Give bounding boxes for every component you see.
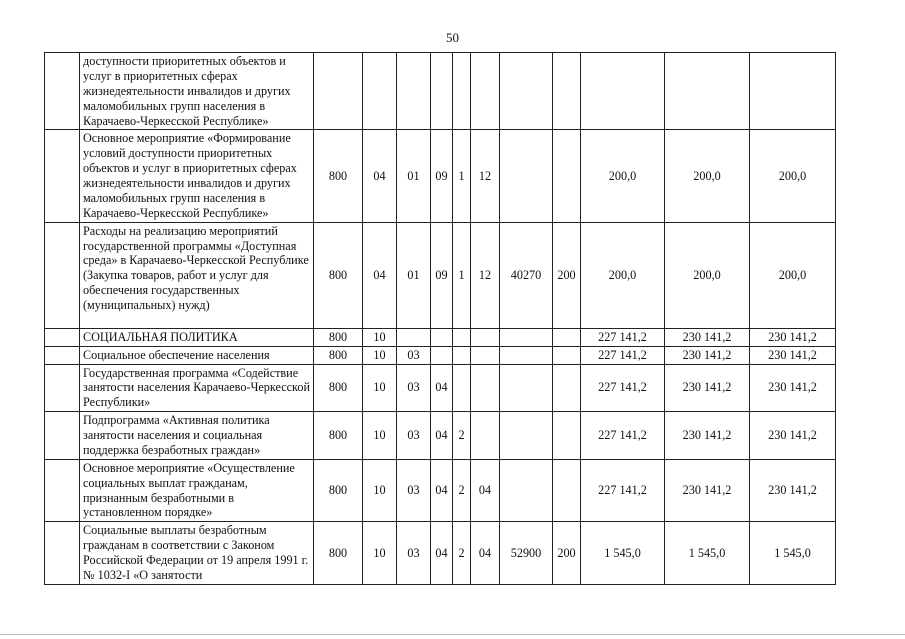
subprogram-cell: 1 [453, 130, 471, 222]
table-row [45, 412, 836, 460]
page-edge-line [0, 634, 905, 635]
blank-cell [45, 412, 80, 460]
expense-type-cell [553, 459, 581, 522]
amount-year2-cell: 1 545,0 [665, 522, 750, 585]
amount-year3-cell: 230 141,2 [750, 346, 836, 364]
table-row [45, 459, 836, 522]
subprogram-cell [453, 328, 471, 346]
amount-year3-cell: 230 141,2 [750, 459, 836, 522]
expense-direction-cell: 40270 [500, 222, 553, 328]
expense-type-cell [553, 328, 581, 346]
subsection-cell: 03 [397, 522, 431, 585]
amount-year2-cell: 230 141,2 [665, 412, 750, 460]
section-cell: 10 [363, 522, 397, 585]
amount-year3-cell: 200,0 [750, 130, 836, 222]
amount-year2-cell: 230 141,2 [665, 364, 750, 412]
subsection-cell: 03 [397, 364, 431, 412]
section-cell: 04 [363, 222, 397, 328]
section-cell: 10 [363, 364, 397, 412]
subprogram-cell [453, 346, 471, 364]
subsection-cell: 03 [397, 346, 431, 364]
admin-code-cell [314, 53, 363, 130]
subprogram-cell: 2 [453, 522, 471, 585]
row-name-cell: доступности приоритетных объектов и услуг в приоритетных сферах жизнедеятельности инвалидов и других маломобильных групп населения в Карачаево-Черкесской Республике» [80, 53, 314, 130]
expense-direction-cell [500, 53, 553, 130]
blank-cell [45, 346, 80, 364]
row-name-cell: Социальные выплаты безработным гражданам в соответствии с Законом Российской Федерации от 19 апреля 1991 г. № 1032-I «О занятости [80, 522, 314, 585]
main-event-cell [471, 346, 500, 364]
program-cell: 09 [431, 222, 453, 328]
subprogram-cell: 2 [453, 412, 471, 460]
section-cell: 10 [363, 459, 397, 522]
program-cell: 04 [431, 412, 453, 460]
program-cell [431, 346, 453, 364]
amount-year2-cell: 230 141,2 [665, 459, 750, 522]
table-row [45, 522, 836, 585]
main-event-cell [471, 412, 500, 460]
main-event-cell: 04 [471, 459, 500, 522]
amount-year2-cell: 230 141,2 [665, 346, 750, 364]
blank-cell [45, 364, 80, 412]
blank-cell [45, 53, 80, 130]
section-cell: 10 [363, 328, 397, 346]
amount-year3-cell: 230 141,2 [750, 412, 836, 460]
expense-direction-cell: 52900 [500, 522, 553, 585]
admin-code-cell: 800 [314, 459, 363, 522]
subsection-cell: 01 [397, 130, 431, 222]
admin-code-cell: 800 [314, 412, 363, 460]
subprogram-cell: 2 [453, 459, 471, 522]
expense-direction-cell [500, 459, 553, 522]
amount-year1-cell: 1 545,0 [581, 522, 665, 585]
expense-direction-cell [500, 346, 553, 364]
main-event-cell [471, 328, 500, 346]
amount-year1-cell: 227 141,2 [581, 412, 665, 460]
row-name-cell: СОЦИАЛЬНАЯ ПОЛИТИКА [80, 328, 314, 346]
budget-table [44, 52, 836, 585]
amount-year1-cell: 200,0 [581, 222, 665, 328]
table-row [45, 328, 836, 346]
program-cell [431, 53, 453, 130]
main-event-cell: 12 [471, 222, 500, 328]
blank-cell [45, 328, 80, 346]
amount-year3-cell: 230 141,2 [750, 328, 836, 346]
main-event-cell: 12 [471, 130, 500, 222]
table-row [45, 53, 836, 130]
amount-year3-cell: 200,0 [750, 222, 836, 328]
amount-year2-cell [665, 53, 750, 130]
program-cell: 04 [431, 522, 453, 585]
expense-type-cell [553, 346, 581, 364]
amount-year2-cell: 200,0 [665, 222, 750, 328]
section-cell [363, 53, 397, 130]
expense-type-cell: 200 [553, 222, 581, 328]
program-cell: 09 [431, 130, 453, 222]
main-event-cell: 04 [471, 522, 500, 585]
section-cell: 10 [363, 346, 397, 364]
table-row [45, 222, 836, 328]
amount-year3-cell [750, 53, 836, 130]
amount-year1-cell: 227 141,2 [581, 364, 665, 412]
subsection-cell: 03 [397, 459, 431, 522]
row-name-cell: Подпрограмма «Активная политика занятости населения и социальная поддержка безработных граждан» [80, 412, 314, 460]
admin-code-cell: 800 [314, 346, 363, 364]
amount-year3-cell: 230 141,2 [750, 364, 836, 412]
row-name-cell: Основное мероприятие «Осуществление социальных выплат гражданам, признанным безработными в установленном порядке» [80, 459, 314, 522]
subprogram-cell [453, 364, 471, 412]
section-cell: 10 [363, 412, 397, 460]
subsection-cell [397, 53, 431, 130]
row-name-cell: Основное мероприятие «Формирование условий доступности приоритетных объектов и услуг в приоритетных сферах жизнедеятельности инвалидов и других маломобильных групп населения в Карачаево-Черкесской Республике» [80, 130, 314, 222]
page-number: 50 [446, 30, 459, 45]
row-name-cell: Государственная программа «Содействие занятости населения Карачаево-Черкесской Республики» [80, 364, 314, 412]
amount-year3-cell: 1 545,0 [750, 522, 836, 585]
row-name-cell: Социальное обеспечение населения [80, 346, 314, 364]
expense-type-cell: 200 [553, 522, 581, 585]
program-cell: 04 [431, 364, 453, 412]
row-name-cell: Расходы на реализацию мероприятий государственной программы «Доступная среда» в Карачаево-Черкесской Республике (Закупка товаров, работ и услуг для обеспечения государственных (муниципальных) нужд) [80, 222, 314, 328]
subsection-cell: 03 [397, 412, 431, 460]
blank-cell [45, 222, 80, 328]
expense-direction-cell [500, 130, 553, 222]
section-cell: 04 [363, 130, 397, 222]
admin-code-cell: 800 [314, 364, 363, 412]
expense-type-cell [553, 364, 581, 412]
main-event-cell [471, 53, 500, 130]
expense-type-cell [553, 130, 581, 222]
amount-year1-cell: 227 141,2 [581, 459, 665, 522]
admin-code-cell: 800 [314, 522, 363, 585]
table-row [45, 130, 836, 222]
subprogram-cell [453, 53, 471, 130]
amount-year1-cell: 200,0 [581, 130, 665, 222]
table-row [45, 364, 836, 412]
amount-year2-cell: 200,0 [665, 130, 750, 222]
subprogram-cell: 1 [453, 222, 471, 328]
amount-year2-cell: 230 141,2 [665, 328, 750, 346]
blank-cell [45, 459, 80, 522]
admin-code-cell: 800 [314, 222, 363, 328]
subsection-cell: 01 [397, 222, 431, 328]
blank-cell [45, 522, 80, 585]
amount-year1-cell: 227 141,2 [581, 346, 665, 364]
expense-type-cell [553, 412, 581, 460]
table-row [45, 346, 836, 364]
expense-direction-cell [500, 364, 553, 412]
amount-year1-cell: 227 141,2 [581, 328, 665, 346]
expense-direction-cell [500, 328, 553, 346]
subsection-cell [397, 328, 431, 346]
expense-type-cell [553, 53, 581, 130]
program-cell [431, 328, 453, 346]
expense-direction-cell [500, 412, 553, 460]
amount-year1-cell [581, 53, 665, 130]
main-event-cell [471, 364, 500, 412]
program-cell: 04 [431, 459, 453, 522]
admin-code-cell: 800 [314, 130, 363, 222]
blank-cell [45, 130, 80, 222]
admin-code-cell: 800 [314, 328, 363, 346]
